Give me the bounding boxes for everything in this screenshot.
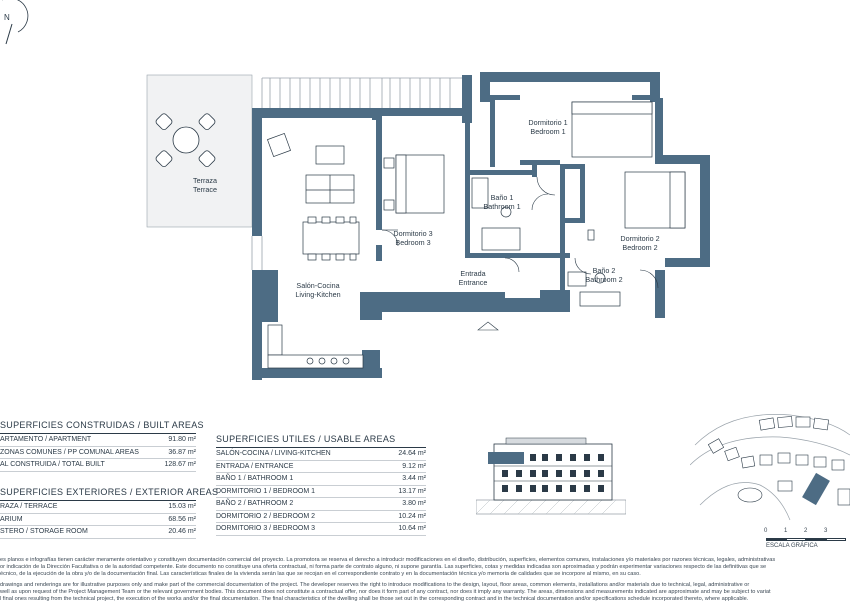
table-row — [0, 434, 196, 447]
row-value: 20.46 m² — [168, 528, 196, 535]
row-value: 15.03 m² — [168, 503, 196, 510]
row-value: 10.24 m² — [398, 512, 426, 520]
exterior-areas-table — [0, 487, 219, 539]
bed2-label-en: Bedroom 2 — [622, 243, 658, 252]
scale-tick: 2 — [804, 528, 808, 534]
table-row — [216, 486, 426, 499]
table-row — [0, 501, 196, 514]
usable-areas-title: SUPERFICIES UTILES / USABLE AREAS — [216, 434, 396, 444]
row-label: DORMITORIO 2 / BEDROOM 2 — [216, 512, 316, 520]
row-value: 3.44 m² — [402, 475, 426, 482]
disclaimer-line: es planos e infografías tienen carácter meramente orientativo y constituyen documentación comercial del proyecto. La promotora se reserva el derecho a introducir modificaciones en el diseño, distribución, superficies, elementos comunes, instalaciones y/o materiales por razones técnicas, legales, administrativas — [0, 557, 776, 563]
disclaimer-line: well as upon request of the Project Management Team or the relevant government bodies. This document does not constitute a contractual offer, nor does it form part of any contract, nor does it imply any warranty. The areas, dimensions and measurements indicated are approximate and may be subject to variat — [0, 589, 771, 595]
terrace-label-es: Terraza — [193, 176, 217, 185]
table-row — [0, 459, 196, 472]
scale-tick: 1 — [784, 528, 788, 534]
building-elevation-drawing — [476, 432, 626, 516]
entrance-label-es: Entrada — [460, 269, 486, 278]
built-areas-table — [0, 420, 204, 472]
row-label: DORMITORIO 1 / BEDROOM 1 — [216, 487, 316, 495]
built-areas-title: SUPERFICIES CONSTRUIDAS / BUILT AREAS — [0, 420, 204, 430]
row-value: 36.87 m² — [168, 448, 196, 456]
table-row — [216, 461, 426, 474]
terrace-label-en: Terrace — [193, 185, 217, 194]
living-label-en: Living-Kitchen — [295, 290, 341, 299]
row-value: 13.17 m² — [398, 487, 426, 495]
table-row — [216, 498, 426, 511]
table-row — [0, 514, 196, 527]
disclaimer-line: drawings and renderings are for illustrative purposes only and make part of the commercial documentation of the project. The developer reserves the right to introduce modifications to the design, layout, floor areas, common elements, installations and/or materials due to technical, legal, administrative or — [0, 582, 750, 588]
disclaimer-line: or indicación de la Dirección Facultativa o de la autoridad competente. Este documento no constituye una oferta contractual, ni forma parte de contrato alguno, ni supone garantía. Las superficies, cotas y medidas indicadas son aproximadas y podrán experimentar variaciones respecto de las definitivas que se — [0, 564, 767, 570]
table-row — [216, 448, 426, 461]
table-row — [0, 526, 196, 539]
row-label: ENTRADA / ENTRANCE — [216, 462, 294, 470]
bath1-label-en: Bathroom 1 — [483, 202, 521, 211]
row-value: 128.67 m² — [164, 461, 196, 468]
usable-areas-table — [216, 434, 426, 536]
row-value: 9.12 m² — [402, 462, 426, 470]
table-row — [216, 523, 426, 536]
table-row — [0, 447, 196, 460]
bed3-label-en: Bedroom 3 — [395, 238, 431, 247]
bath1-label-es: Baño 1 — [490, 193, 514, 202]
site-map-drawing — [690, 405, 850, 525]
row-value: 91.80 m² — [168, 436, 196, 443]
disclaimer-line: l final ones resulting from the technical project, the execution of the works and/or the final documentation. The final characteristics of the dwelling shall be those set out in the corresponding contract and in the technical documentation and/or specifications schedule incorporated thereto, where applicable. — [0, 596, 749, 602]
row-label: ARIUM — [0, 515, 23, 523]
bed2-label-es: Dormitorio 2 — [620, 234, 660, 243]
bath2-label-es: Baño 2 — [592, 266, 616, 275]
row-label: BAÑO 2 / BATHROOM 2 — [216, 500, 294, 507]
exterior-areas-title: SUPERFICIES EXTERIORES / EXTERIOR AREAS — [0, 487, 219, 497]
table-row — [216, 511, 426, 524]
row-value: 68.56 m² — [168, 515, 196, 523]
row-value: 10.64 m² — [398, 525, 426, 532]
row-label: ARTAMENTO / APARTMENT — [0, 436, 92, 443]
row-label: BAÑO 1 / BATHROOM 1 — [216, 475, 294, 482]
compass-icon — [2, 0, 28, 44]
bed1-label-es: Dormitorio 1 — [528, 118, 568, 127]
row-value: 3.80 m² — [402, 500, 426, 507]
scale-tick: 0 — [764, 528, 768, 534]
row-label: RAZA / TERRACE — [0, 503, 58, 510]
row-label: DORMITORIO 3 / BEDROOM 3 — [216, 525, 316, 532]
bed1-label-en: Bedroom 1 — [530, 127, 566, 136]
bath2-label-en: Bathroom 2 — [585, 275, 623, 284]
scale-label: ESCALA GRÁFICA — [766, 543, 818, 549]
scale-tick: 3 — [824, 528, 828, 534]
row-label: AL CONSTRUIDA / TOTAL BUILT — [0, 461, 105, 468]
bed3-label-es: Dormitorio 3 — [393, 229, 433, 238]
entrance-label-en: Entrance — [458, 278, 488, 287]
disclaimer-line: écnico, de la ejecución de la obra y/o de la documentación final. Las características finales de la vivienda serán las que se recojan en el correspondiente contrato y en la documentación técnica y/o memoria de calidades que se incorpore al mismo, en su caso. — [0, 571, 641, 577]
living-label-es: Salón-Cocina — [296, 281, 340, 290]
row-value: 24.64 m² — [398, 450, 426, 457]
row-label: ZONAS COMUNES / PP COMUNAL AREAS — [0, 448, 139, 456]
compass-label: N — [4, 13, 10, 22]
scale-bar — [764, 528, 850, 542]
row-label: SALÓN-COCINA / LIVING-KITCHEN — [216, 450, 331, 457]
row-label: STERO / STORAGE ROOM — [0, 528, 88, 535]
table-row — [216, 473, 426, 486]
